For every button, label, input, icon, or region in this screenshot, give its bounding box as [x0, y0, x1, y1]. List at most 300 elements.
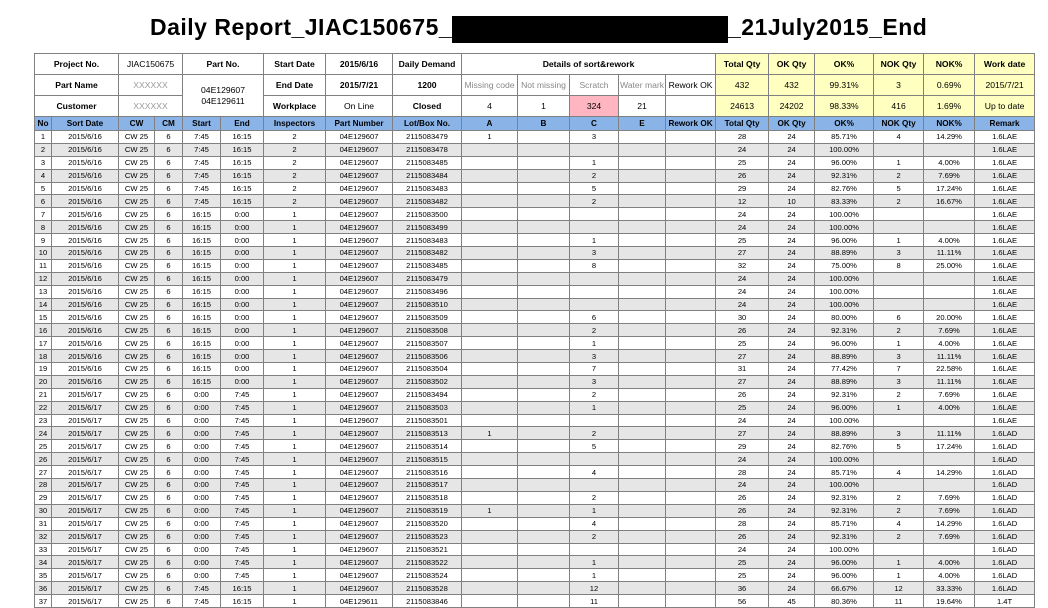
- table-cell: 6: [155, 259, 183, 272]
- table-cell: 2015/6/16: [52, 363, 119, 376]
- table-cell: [518, 504, 570, 517]
- table-cell: 100.00%: [815, 143, 874, 156]
- table-cell: [619, 543, 666, 556]
- table-cell: [462, 337, 518, 350]
- table-cell: 6: [155, 466, 183, 479]
- table-cell: 0:00: [221, 285, 264, 298]
- table-cell: 1: [264, 247, 326, 260]
- table-cell: 7:45: [183, 143, 221, 156]
- table-cell: 1: [264, 479, 326, 492]
- table-cell: 24: [769, 182, 815, 195]
- table-cell: 04E129607: [326, 582, 393, 595]
- table-cell: 04E129607: [326, 388, 393, 401]
- table-cell: 4: [570, 466, 619, 479]
- table-cell: 2015/6/16: [52, 298, 119, 311]
- table-cell: 2015/6/16: [52, 169, 119, 182]
- table-cell: [619, 401, 666, 414]
- table-cell: 5: [570, 182, 619, 195]
- table-cell: 7:45: [183, 182, 221, 195]
- table-cell: 6: [155, 440, 183, 453]
- table-cell: 35: [35, 569, 52, 582]
- table-cell: [462, 285, 518, 298]
- column-header: NOK Qty: [874, 117, 924, 131]
- table-cell: [666, 247, 716, 260]
- table-cell: 2115083518: [393, 491, 462, 504]
- table-cell: 8: [570, 259, 619, 272]
- cum-nok-pct: 1.69%: [924, 96, 975, 117]
- table-cell: 6: [155, 556, 183, 569]
- column-header: End: [221, 117, 264, 131]
- table-cell: 24: [716, 143, 769, 156]
- table-cell: [924, 221, 975, 234]
- table-cell: 16:15: [183, 221, 221, 234]
- column-header: Part Number: [326, 117, 393, 131]
- table-cell: 2: [570, 324, 619, 337]
- table-cell: 0:00: [183, 491, 221, 504]
- table-cell: [518, 156, 570, 169]
- table-cell: [462, 582, 518, 595]
- table-cell: 27: [716, 375, 769, 388]
- table-cell: 96.00%: [815, 337, 874, 350]
- table-cell: [570, 208, 619, 221]
- table-cell: 11.11%: [924, 427, 975, 440]
- redaction-block: [452, 16, 728, 43]
- table-cell: [666, 259, 716, 272]
- table-cell: 36: [716, 582, 769, 595]
- table-cell: 7.69%: [924, 388, 975, 401]
- table-cell: 24: [769, 388, 815, 401]
- status-value: Closed: [393, 96, 462, 117]
- table-cell: 5: [35, 182, 52, 195]
- table-cell: CW 25: [119, 247, 155, 260]
- table-cell: CW 25: [119, 182, 155, 195]
- table-cell: 96.00%: [815, 401, 874, 414]
- table-cell: 0:00: [221, 247, 264, 260]
- table-cell: [462, 298, 518, 311]
- table-cell: [874, 414, 924, 427]
- table-cell: 2115083496: [393, 285, 462, 298]
- table-cell: 04E129607: [326, 427, 393, 440]
- table-cell: 24: [769, 208, 815, 221]
- table-cell: 16:15: [183, 247, 221, 260]
- table-cell: 0:00: [183, 453, 221, 466]
- table-cell: 66.67%: [815, 582, 874, 595]
- table-cell: [462, 517, 518, 530]
- table-cell: 3: [570, 131, 619, 144]
- part-no-values: [183, 75, 264, 117]
- table-cell: 2015/6/16: [52, 208, 119, 221]
- table-cell: 28: [716, 131, 769, 144]
- table-row: [35, 182, 1035, 195]
- table-cell: 04E129607: [326, 363, 393, 376]
- table-cell: 04E129607: [326, 543, 393, 556]
- table-cell: 2115083483: [393, 182, 462, 195]
- table-cell: 12: [874, 582, 924, 595]
- table-row: [35, 479, 1035, 492]
- table-cell: [619, 143, 666, 156]
- table-cell: 0:00: [183, 530, 221, 543]
- table-row: [35, 517, 1035, 530]
- table-cell: 1: [264, 543, 326, 556]
- table-cell: 25: [716, 156, 769, 169]
- table-cell: [619, 156, 666, 169]
- table-cell: CW 25: [119, 272, 155, 285]
- table-cell: 2015/6/17: [52, 427, 119, 440]
- table-cell: 2: [570, 427, 619, 440]
- table-cell: 25: [716, 569, 769, 582]
- table-cell: 6: [155, 195, 183, 208]
- table-cell: 04E129607: [326, 208, 393, 221]
- table-cell: [462, 556, 518, 569]
- table-cell: 1: [264, 491, 326, 504]
- table-cell: [666, 221, 716, 234]
- table-row: [35, 234, 1035, 247]
- table-cell: [666, 182, 716, 195]
- table-cell: 04E129607: [326, 272, 393, 285]
- table-cell: 16:15: [183, 285, 221, 298]
- table-cell: 4: [874, 517, 924, 530]
- table-cell: 6: [155, 272, 183, 285]
- table-cell: 04E129607: [326, 440, 393, 453]
- table-cell: 1.6LAD: [975, 504, 1035, 517]
- column-header: No: [35, 117, 52, 131]
- table-cell: 1.4T: [975, 595, 1035, 608]
- table-cell: 3: [35, 156, 52, 169]
- table-cell: 88.89%: [815, 427, 874, 440]
- table-cell: 1.6LAE: [975, 182, 1035, 195]
- table-cell: 16:15: [183, 311, 221, 324]
- table-cell: 1: [264, 427, 326, 440]
- table-cell: 17.24%: [924, 182, 975, 195]
- table-cell: 6: [155, 350, 183, 363]
- table-cell: 7.69%: [924, 504, 975, 517]
- table-cell: 1.6LAD: [975, 582, 1035, 595]
- table-cell: 1.6LAE: [975, 363, 1035, 376]
- table-cell: 10: [769, 195, 815, 208]
- table-cell: 04E129607: [326, 285, 393, 298]
- table-cell: 1: [264, 285, 326, 298]
- table-cell: [666, 337, 716, 350]
- table-row: [35, 491, 1035, 504]
- table-cell: [570, 285, 619, 298]
- table-cell: 2015/6/17: [52, 582, 119, 595]
- table-cell: 4: [874, 466, 924, 479]
- table-cell: [518, 311, 570, 324]
- column-header: Lot/Box No.: [393, 117, 462, 131]
- table-cell: 92.31%: [815, 324, 874, 337]
- table-row: [35, 259, 1035, 272]
- table-cell: 92.31%: [815, 530, 874, 543]
- table-cell: 3: [874, 427, 924, 440]
- table-cell: 16:15: [221, 143, 264, 156]
- table-row: [35, 195, 1035, 208]
- table-cell: 1: [264, 311, 326, 324]
- table-cell: 04E129607: [326, 143, 393, 156]
- table-cell: [518, 582, 570, 595]
- table-cell: 1.6LAE: [975, 234, 1035, 247]
- table-cell: [619, 479, 666, 492]
- project-no-label: Project No.: [35, 54, 119, 75]
- table-cell: 24: [769, 556, 815, 569]
- table-cell: 30: [35, 504, 52, 517]
- table-cell: 6: [570, 311, 619, 324]
- table-cell: 14.29%: [924, 131, 975, 144]
- table-cell: [619, 195, 666, 208]
- column-header: NOK%: [924, 117, 975, 131]
- work-date-label: Work date: [975, 54, 1035, 75]
- table-cell: 1.6LAE: [975, 324, 1035, 337]
- table-cell: 6: [35, 195, 52, 208]
- ok-qty-label: OK Qty: [769, 54, 815, 75]
- table-cell: 7:45: [221, 491, 264, 504]
- table-cell: 25: [716, 556, 769, 569]
- table-row: [35, 298, 1035, 311]
- table-cell: 2115083478: [393, 143, 462, 156]
- daily-demand-value: 1200: [393, 75, 462, 96]
- table-cell: 6: [155, 247, 183, 260]
- table-cell: 2: [264, 182, 326, 195]
- table-cell: 7.69%: [924, 491, 975, 504]
- table-cell: 2015/6/16: [52, 247, 119, 260]
- table-cell: 26: [716, 504, 769, 517]
- table-cell: [666, 298, 716, 311]
- table-cell: 2115083517: [393, 479, 462, 492]
- table-cell: 2015/6/16: [52, 131, 119, 144]
- table-cell: 22: [35, 401, 52, 414]
- table-cell: 24: [769, 298, 815, 311]
- table-cell: 2115083503: [393, 401, 462, 414]
- table-cell: 24: [769, 491, 815, 504]
- table-cell: 16:15: [183, 234, 221, 247]
- table-cell: 2115083482: [393, 247, 462, 260]
- table-cell: 30: [716, 311, 769, 324]
- table-cell: [518, 363, 570, 376]
- table-cell: 1: [264, 582, 326, 595]
- table-cell: CW 25: [119, 259, 155, 272]
- table-cell: [619, 375, 666, 388]
- table-row: [35, 169, 1035, 182]
- table-cell: 45: [769, 595, 815, 608]
- table-cell: [924, 543, 975, 556]
- table-cell: 96.00%: [815, 234, 874, 247]
- table-cell: 1: [264, 363, 326, 376]
- table-cell: 26: [716, 324, 769, 337]
- rework-ok-header: Rework OK: [666, 75, 716, 96]
- table-cell: 24: [769, 259, 815, 272]
- table-cell: [874, 543, 924, 556]
- table-row: [35, 556, 1035, 569]
- table-cell: 6: [155, 479, 183, 492]
- table-cell: 2115083494: [393, 388, 462, 401]
- table-cell: 6: [155, 285, 183, 298]
- table-cell: [666, 143, 716, 156]
- table-cell: [518, 401, 570, 414]
- table-cell: 16:15: [183, 272, 221, 285]
- table-cell: [518, 131, 570, 144]
- day-ok: 432: [769, 75, 815, 96]
- table-cell: 2115083482: [393, 195, 462, 208]
- table-cell: 04E129607: [326, 466, 393, 479]
- table-cell: CW 25: [119, 556, 155, 569]
- table-cell: [666, 401, 716, 414]
- table-cell: 2115083484: [393, 169, 462, 182]
- table-cell: [666, 363, 716, 376]
- table-cell: 2: [874, 388, 924, 401]
- table-cell: 6: [155, 131, 183, 144]
- cum-total: 24613: [716, 96, 769, 117]
- table-cell: [666, 582, 716, 595]
- table-cell: [619, 298, 666, 311]
- table-cell: 83.33%: [815, 195, 874, 208]
- table-cell: 1: [462, 427, 518, 440]
- table-cell: CW 25: [119, 440, 155, 453]
- nok-pct-label: NOK%: [924, 54, 975, 75]
- column-header: Inspectors: [264, 117, 326, 131]
- table-cell: [666, 479, 716, 492]
- table-cell: 04E129607: [326, 259, 393, 272]
- table-cell: 04E129607: [326, 221, 393, 234]
- table-cell: CW 25: [119, 285, 155, 298]
- table-cell: CW 25: [119, 582, 155, 595]
- table-cell: 04E129611: [326, 595, 393, 608]
- table-cell: [619, 324, 666, 337]
- table-cell: 100.00%: [815, 272, 874, 285]
- table-row: [35, 504, 1035, 517]
- table-cell: [666, 466, 716, 479]
- table-cell: 88.89%: [815, 375, 874, 388]
- table-cell: 2115083485: [393, 259, 462, 272]
- table-cell: [619, 221, 666, 234]
- table-cell: 1.6LAE: [975, 285, 1035, 298]
- table-cell: 16:15: [221, 195, 264, 208]
- part-no-1: 04E129607: [201, 84, 245, 95]
- table-cell: [518, 143, 570, 156]
- table-cell: 6: [155, 504, 183, 517]
- table-cell: [518, 285, 570, 298]
- table-cell: 29: [35, 491, 52, 504]
- table-cell: 1.6LAE: [975, 401, 1035, 414]
- table-cell: 24: [716, 208, 769, 221]
- table-cell: 24: [769, 479, 815, 492]
- table-cell: 25: [35, 440, 52, 453]
- table-cell: 100.00%: [815, 414, 874, 427]
- table-cell: 04E129607: [326, 414, 393, 427]
- table-cell: [619, 208, 666, 221]
- table-cell: 13: [35, 285, 52, 298]
- table-cell: 3: [874, 350, 924, 363]
- table-cell: [666, 453, 716, 466]
- table-cell: CW 25: [119, 324, 155, 337]
- table-cell: 2015/6/16: [52, 156, 119, 169]
- table-cell: 7:45: [183, 582, 221, 595]
- table-cell: [874, 285, 924, 298]
- table-cell: [518, 414, 570, 427]
- table-cell: 1: [264, 234, 326, 247]
- part-no-label: Part No.: [183, 54, 264, 75]
- table-cell: 04E129607: [326, 311, 393, 324]
- table-cell: [619, 259, 666, 272]
- table-cell: 1: [570, 156, 619, 169]
- table-cell: [924, 453, 975, 466]
- table-cell: 24: [769, 466, 815, 479]
- table-cell: [462, 466, 518, 479]
- table-cell: 24: [769, 517, 815, 530]
- table-cell: 20: [35, 375, 52, 388]
- table-cell: [518, 453, 570, 466]
- table-cell: [666, 208, 716, 221]
- table-cell: [666, 414, 716, 427]
- table-cell: CW 25: [119, 311, 155, 324]
- table-cell: 16:15: [183, 375, 221, 388]
- table-cell: [462, 375, 518, 388]
- table-cell: 2115083500: [393, 208, 462, 221]
- table-cell: 1: [264, 466, 326, 479]
- table-cell: 6: [155, 595, 183, 608]
- table-cell: 7:45: [221, 530, 264, 543]
- table-row: [35, 247, 1035, 260]
- table-cell: 28: [716, 517, 769, 530]
- table-cell: [518, 337, 570, 350]
- table-cell: 2115083501: [393, 414, 462, 427]
- table-cell: 04E129607: [326, 298, 393, 311]
- table-cell: 27: [716, 427, 769, 440]
- table-cell: 7: [570, 363, 619, 376]
- table-cell: 85.71%: [815, 131, 874, 144]
- table-cell: 16:15: [221, 182, 264, 195]
- table-cell: 7:45: [221, 414, 264, 427]
- table-cell: 2115083510: [393, 298, 462, 311]
- table-cell: 7.69%: [924, 324, 975, 337]
- table-cell: 3: [874, 247, 924, 260]
- table-cell: [518, 234, 570, 247]
- table-cell: 0:00: [221, 259, 264, 272]
- table-row: [35, 582, 1035, 595]
- table-cell: 1: [874, 569, 924, 582]
- table-cell: [619, 491, 666, 504]
- table-cell: [619, 504, 666, 517]
- table-cell: [518, 324, 570, 337]
- table-cell: 0:00: [183, 466, 221, 479]
- table-cell: 1: [570, 401, 619, 414]
- table-cell: [518, 479, 570, 492]
- table-cell: 26: [716, 169, 769, 182]
- table-cell: 16:15: [221, 169, 264, 182]
- table-cell: [518, 530, 570, 543]
- table-cell: 2115083522: [393, 556, 462, 569]
- table-cell: 25: [716, 234, 769, 247]
- table-cell: 0:00: [221, 221, 264, 234]
- table-cell: [924, 298, 975, 311]
- table-cell: 100.00%: [815, 543, 874, 556]
- table-cell: 0:00: [183, 388, 221, 401]
- table-cell: 14.29%: [924, 466, 975, 479]
- table-cell: 2015/6/17: [52, 595, 119, 608]
- table-cell: [874, 221, 924, 234]
- column-header: CM: [155, 117, 183, 131]
- table-cell: CW 25: [119, 363, 155, 376]
- table-cell: 24: [769, 169, 815, 182]
- table-cell: 0:00: [221, 375, 264, 388]
- part-name-value: XXXXXX: [119, 75, 183, 96]
- table-cell: 1: [264, 324, 326, 337]
- column-header-row: [35, 117, 1035, 131]
- table-cell: [518, 259, 570, 272]
- table-cell: 24: [769, 427, 815, 440]
- table-cell: [666, 569, 716, 582]
- table-cell: 04E129607: [326, 530, 393, 543]
- table-cell: 0:00: [221, 272, 264, 285]
- table-row: [35, 272, 1035, 285]
